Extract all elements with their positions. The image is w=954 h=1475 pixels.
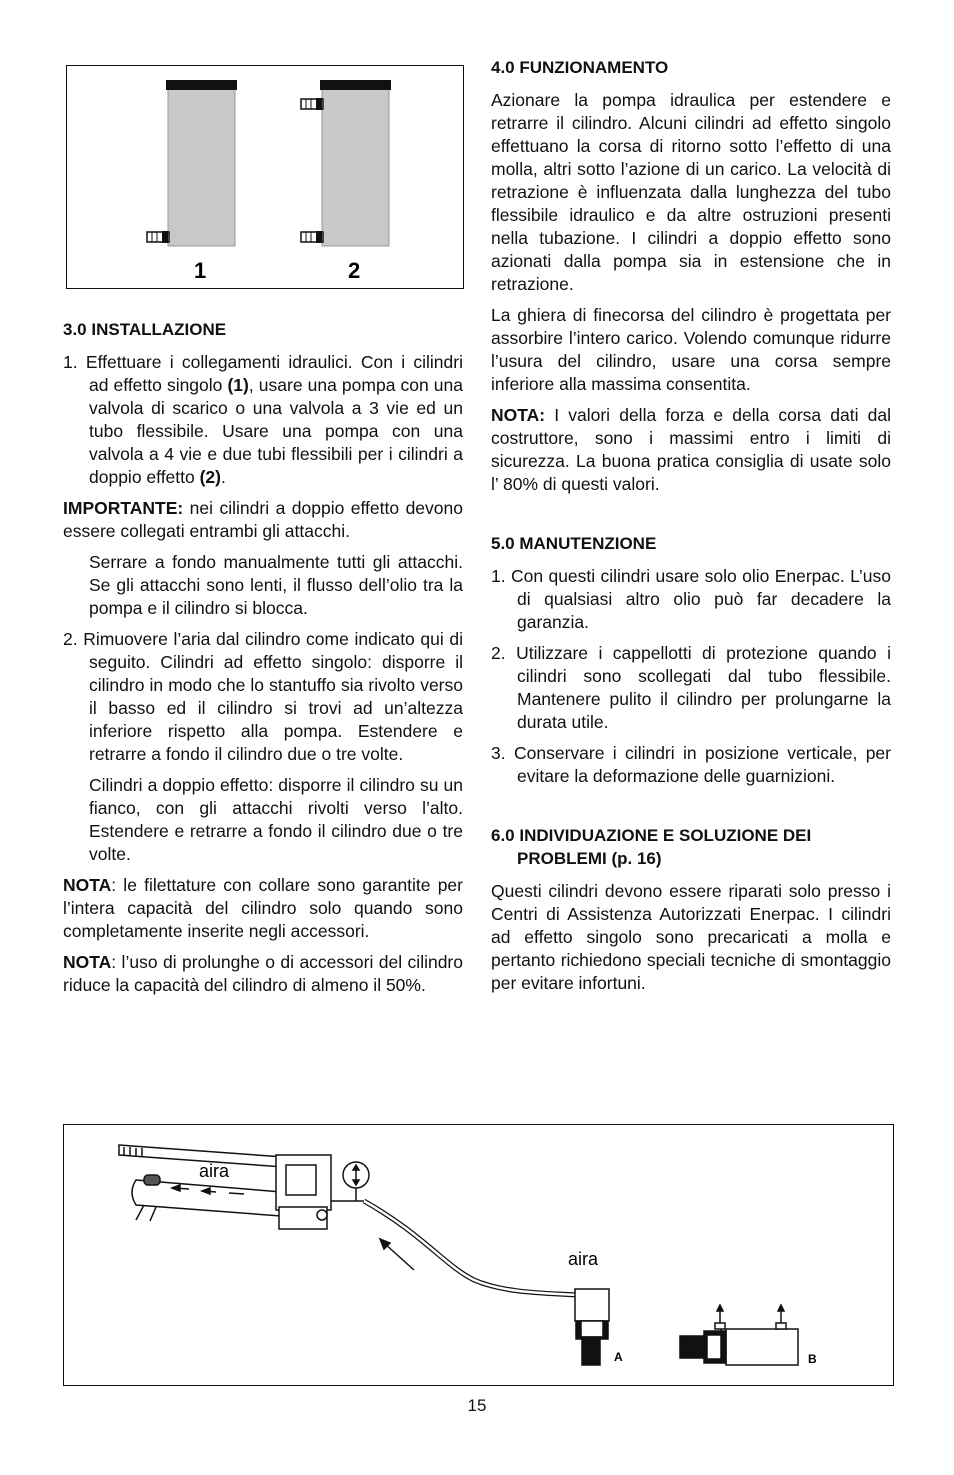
- heading-number: 6.0: [491, 826, 515, 845]
- label-aira-pump: aira: [199, 1161, 230, 1181]
- right-column: [491, 56, 891, 1003]
- importante-note: [63, 497, 463, 543]
- ref-2: (2): [199, 467, 221, 487]
- nota-2: [63, 951, 463, 997]
- nota-text: I valori della forza e della corsa dati dal costruttore, sono i massimi entro i limiti di sicurezza. La buona pratica consiglia di usate solo l’ 80% di questi valori.: [491, 405, 891, 494]
- cylinder-2-cap: [320, 80, 391, 90]
- section-4-heading: 4.0 FUNZIONAMENTO: [491, 58, 669, 77]
- left-column: [63, 318, 463, 1005]
- nota-text: : le filettature con collare sono garantite per l’intera capacità del cilindro solo quando sono completamente inserite negli accessori.: [63, 875, 463, 941]
- maintenance-item-2: [491, 642, 891, 734]
- label-aira-cylinder: aira: [568, 1249, 599, 1269]
- page-number: 15: [467, 1396, 487, 1415]
- item-text: Con questi cilindri usare solo olio Enerpac. L’uso di qualsiasi altro olio può far decadere la garanzia.: [510, 566, 891, 632]
- section-4-paragraph-2: La ghiera di finecorsa del cilindro è progettata per assorbire l’intero carico. Volendo comunque ridurre l’usura del cilindro, usare una corsa sempre inferiore alla massima consentita.: [491, 305, 891, 394]
- figure-air-removal: [63, 1124, 894, 1386]
- cylinder-a: [575, 1289, 609, 1365]
- cylinder-1-body: [168, 84, 235, 246]
- nota-label: NOTA: [63, 952, 112, 972]
- section-5-heading: 5.0 MANUTENZIONE: [491, 534, 657, 553]
- maintenance-item-1: [491, 565, 891, 634]
- item-text: Conservare i cilindri in posizione verticale, per evitare la deformazione delle guarnizioni.: [513, 743, 891, 786]
- importante-label: IMPORTANTE:: [63, 498, 184, 518]
- pump-head: [276, 1155, 331, 1229]
- ref-1: (1): [227, 375, 249, 395]
- cylinders-illustration: [67, 66, 462, 287]
- step-number: 2.: [63, 629, 78, 649]
- cylinder-1-cap: [166, 80, 237, 90]
- section-4-paragraph-1: Azionare la pompa idraulica per estendere e retrarre il cilindro. Alcuni cilindri ad effetto singolo effettuano la corsa di ritorno sotto l’effetto di una molla, altri sotto l’azione di un carico. La velocità di retrazione è influenzata dalla lunghezza del tubo flessibile idraulico e da altre ostruzioni presenti nella tubazione. I cilindri a doppio effetto sono azionati dalla pompa sia in estensione che in retrazione.: [491, 90, 891, 294]
- label-a: A: [614, 1350, 623, 1364]
- item-number: 3.: [491, 743, 506, 763]
- item-number: 2.: [491, 643, 506, 663]
- section-6-paragraph: Questi cilindri devono essere riparati solo presso i Centri di Assistenza Autorizzati Enerpac. I cilindri ad effetto singolo sono precaricati a molla e pertanto richiedono speciali tecniche di smontaggio per evitare infortuni.: [491, 881, 891, 993]
- figure-label-2: 2: [348, 258, 361, 283]
- serrare-paragraph: Serrare a fondo manualmente tutti gli attacchi. Se gli attacchi sono lenti, il flusso dell’olio tra la pompa e il cilindro si blocca.: [89, 552, 463, 618]
- importante-text: nei cilindri a doppio effetto devono essere collegati entrambi gli attacchi.: [63, 498, 463, 541]
- step-number: 1.: [63, 352, 78, 372]
- step-text: .: [221, 467, 226, 487]
- nota-1: [63, 874, 463, 943]
- nota-label: NOTA:: [491, 405, 546, 425]
- section-6-heading: [491, 824, 891, 870]
- doppio-paragraph: Cilindri a doppio effetto: disporre il cilindro su un fianco, con gli attacchi rivolti verso l’alto. Estendere e retrarre a fondo il cilindro due o tre volte.: [89, 775, 463, 864]
- figure-cylinders: [66, 65, 464, 289]
- step-text: , usare una pompa con una valvola di scarico o una valvola a 3 vie ed un tubo flessibile. Usare una pompa con una valvola a 4 vie e due tubi flessibili per i cilindri a doppio effetto: [89, 375, 463, 487]
- heading-text: INDIVIDUAZIONE E SOLUZIONE DEI PROBLEMI (p. 16): [517, 826, 812, 868]
- install-step-1: [63, 351, 463, 489]
- hydraulic-hose: [364, 1201, 576, 1295]
- pump-reservoir: [132, 1175, 294, 1221]
- maintenance-item-3: [491, 742, 891, 788]
- cylinder-b: [680, 1305, 798, 1365]
- item-text: Utilizzare i cappellotti di protezione quando i cilindri sono scollegati dal tubo flessibile. Mantenere pulito il cilindro per prolungarne la durata utile.: [516, 643, 891, 732]
- section-4-nota: [491, 404, 891, 496]
- direction-arrow: [380, 1239, 414, 1270]
- step-text: Rimuovere l’aria dal cilindro come indicato qui di seguito. Cilindri ad effetto singolo: disporre il cilindro in modo che lo stantuffo sia rivolto verso il basso ed il cilindro si trovi ad un’altezza inferiore rispetto alla pompa. Estendere e retrarre a fondo il cilindro due o tre volte.: [83, 629, 463, 764]
- install-step-2: [63, 628, 463, 766]
- figure-label-1: 1: [194, 258, 207, 283]
- nota-text: : l’uso di prolunghe o di accessori del cilindro riduce la capacità del cilindro di almeno il 50%.: [63, 952, 463, 995]
- pump-diagram: [64, 1125, 892, 1384]
- pressure-gauge: [331, 1162, 369, 1201]
- label-b: B: [808, 1352, 817, 1366]
- section-3-heading: 3.0 INSTALLAZIONE: [63, 320, 227, 339]
- cylinder-2-body: [322, 84, 389, 246]
- item-number: 1.: [491, 566, 506, 586]
- step-text: Effettuare i collegamenti idraulici. Con i cilindri ad effetto singolo: [85, 352, 463, 395]
- nota-label: NOTA: [63, 875, 112, 895]
